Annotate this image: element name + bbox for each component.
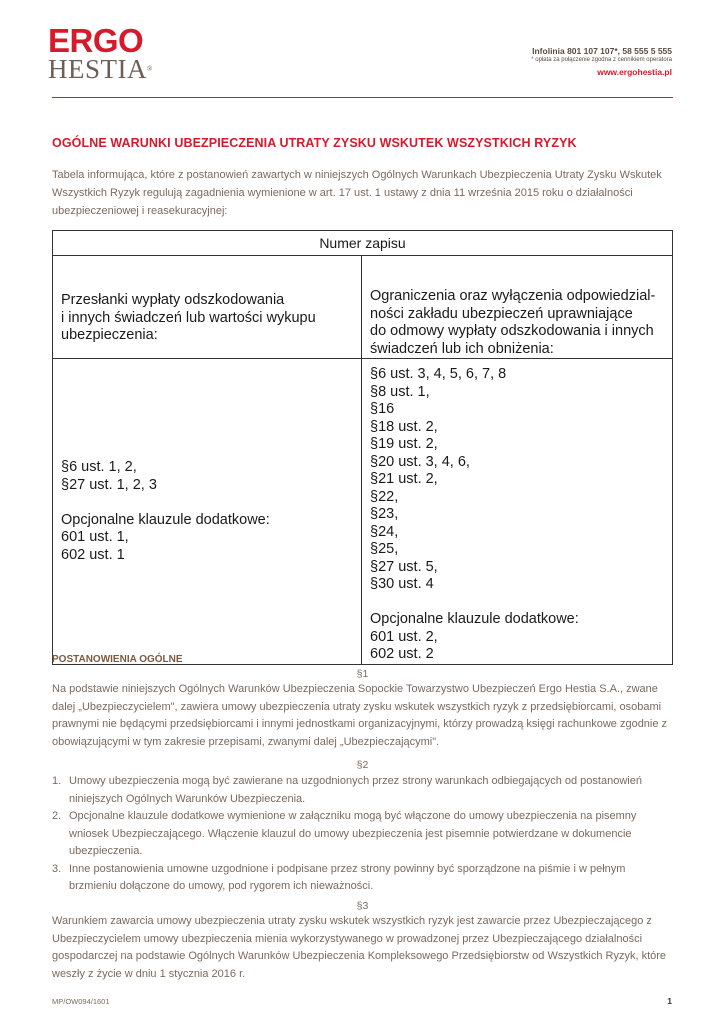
table-item: §22, — [370, 488, 399, 505]
table-item: §27 ust. 5, — [370, 558, 438, 575]
table-item: §21 ust. 2, — [370, 471, 438, 487]
table-item: §24, — [370, 523, 399, 540]
table-item: §6 ust. 3, 4, 5, 6, 7, 8 — [370, 366, 507, 382]
paragraph-heading-1: §1 — [356, 668, 369, 680]
table-header: Numer zapisu — [53, 231, 673, 256]
record-number-table — [52, 230, 673, 665]
list-item: 1. Umowy ubezpieczenia mogą być zawierane na uzgodnionych przez strony warunkach odbiegających od postanowień niniejszych Ogólnych Warunków Ubezpieczenia. — [52, 775, 642, 805]
document-title: OGÓLNE WARUNKI UBEZPIECZENIA UTRATY ZYSKU WSKUTEK WSZYSTKICH RYZYK — [52, 136, 577, 150]
call-cost-note: * opłata za połączenie zgodna z cennikiem operatora — [531, 57, 672, 63]
table-item: §16 — [370, 401, 395, 417]
table-item: §27 ust. 1, 2, 3 — [61, 476, 157, 493]
hotline-number: Infolinia 801 107 107*, 58 555 5 555 — [532, 46, 672, 56]
intro-paragraph: Tabela informująca, które z postanowień zawartych w niniejszych Ogólnych Warunkach Ubezpieczenia Utraty Zysku Wskutek Wszystkich Ryzyk regulują zagadnienia wymienione w art. 17 ust. 1 ustawy z dnia 11 września 2015 roku o działalności ubezpieczeniowej i reasekuracyjnej: — [52, 169, 662, 217]
right-column-body — [362, 359, 673, 665]
header-divider — [52, 97, 673, 98]
section-title: POSTANOWIENIA OGÓLNE — [52, 654, 183, 665]
list-item: 2. Opcjonalne klauzule dodatkowe wymienione w załączniku mogą być włączone do umowy ubezpieczenia na pisemny wniosek Ubezpieczającego. Włączenie klauzul do umowy ubezpieczenia jest pisemnie potwierdzane w dokumencie ubezpieczenia. — [52, 810, 637, 857]
optional-clauses-label: Opcjonalne klauzule dodatkowe: — [370, 611, 579, 627]
left-column-header: Przesłanki wypłaty odszkodowania i innych świadczeń lub wartości wykupu ubezpieczenia: — [53, 256, 362, 359]
left-column-body — [53, 359, 362, 665]
table-item: §25, — [370, 541, 399, 557]
table-item: 602 ust. 2 — [370, 646, 434, 662]
page-number: 1 — [667, 996, 672, 1006]
table-item: §8 ust. 1, — [370, 383, 430, 400]
table-item: §18 ust. 2, — [370, 418, 438, 435]
right-column-header: Ograniczenia oraz wyłączenia odpowiedzial- ności zakładu ubezpieczeń uprawniające do odmowy wypłaty odszkodowania i innych świadczeń lub ich obniżenia: — [362, 256, 673, 359]
paragraph-heading-2: §2 — [356, 759, 369, 771]
paragraph-heading-3: §3 — [356, 900, 369, 912]
company-logo — [48, 22, 158, 84]
paragraph-2-list — [52, 773, 673, 896]
table-item: 601 ust. 2, — [370, 628, 438, 645]
optional-clauses-label: Opcjonalne klauzule dodatkowe: — [61, 511, 270, 528]
table-item: 602 ust. 1 — [61, 546, 125, 563]
table-item: §30 ust. 4 — [370, 576, 434, 592]
document-code: MP/OW094/1601 — [52, 997, 110, 1006]
table-item: 601 ust. 1, — [61, 529, 129, 545]
table-item: §20 ust. 3, 4, 6, — [370, 453, 470, 470]
table-item: §6 ust. 1, 2, — [61, 459, 137, 475]
website-link[interactable]: www.ergohestia.pl — [597, 67, 672, 77]
table-item: §19 ust. 2, — [370, 436, 438, 452]
table-item: §23, — [370, 506, 399, 522]
logo-hestia-text: HESTIA® — [48, 54, 153, 84]
paragraph-3-text: Warunkiem zawarcia umowy ubezpieczenia utraty zysku wskutek wszystkich ryzyk jest zawarcie przez Ubezpieczającego z Ubezpieczycielem umowy ubezpieczenia mienia wykorzystywanego w prowadzonej przez Ubezpieczającego działalności gospodarczej na podstawie Ogólnych Warunków Ubezpieczenia Kompleksowego Przedsiębiorstw od Wszystkich Ryzyk, które weszły z życie w dniu 1 stycznia 2016 r. — [52, 915, 667, 980]
paragraph-1-text: Na podstawie niniejszych Ogólnych Warunków Ubezpieczenia Sopockie Towarzystwo Ubezpieczeń Ergo Hestia S.A., zwane dalej „Ubezpieczycielem", zawiera umowy ubezpieczenia utraty zysku wskutek wszystkich ryzyk z przedsiębiorcami, osobami prawnymi nie będącymi przedsiębiorcami i innymi jednostkami organizacyjnymi, którzy prowadzą księgi rachunkowe zgodnie z obowiązującymi w tym zakresie przepisami, zwanymi dalej „Ubezpieczającymi". — [52, 683, 668, 748]
list-item: 3. Inne postanowienia umowne uzgodnione i podpisane przez strony powinny być sporządzone na piśmie i w pełnym brzmieniu dołączone do umowy, pod rygorem ich nieważności. — [52, 862, 626, 892]
contact-info — [531, 46, 672, 77]
logo-ergo-text: ERGO — [48, 22, 144, 59]
